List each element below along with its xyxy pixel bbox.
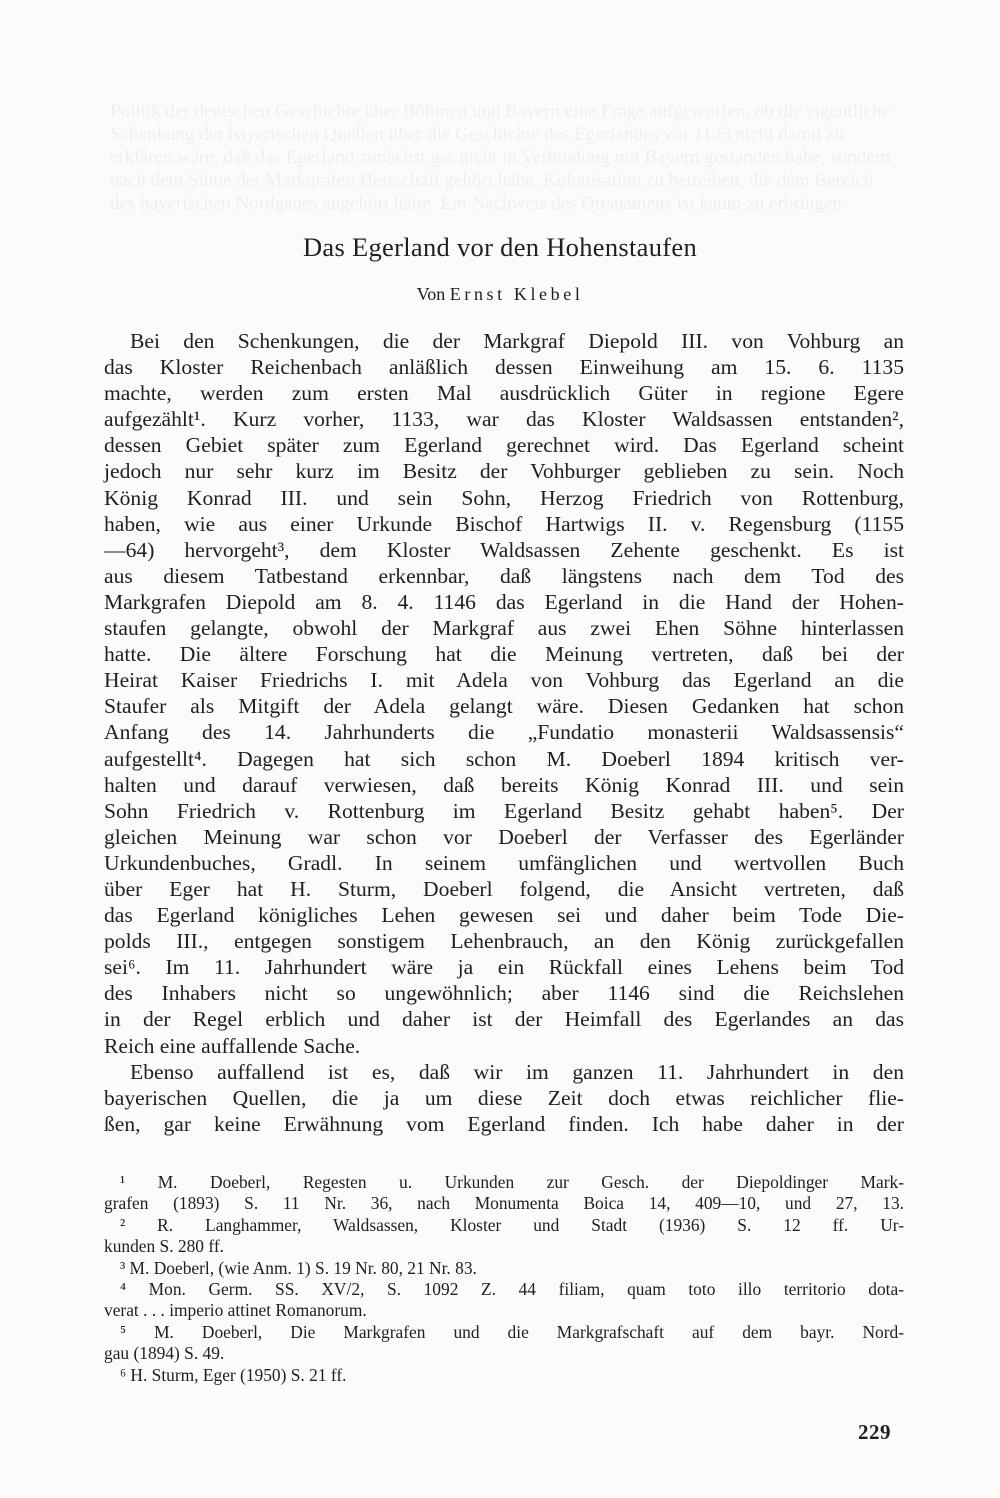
article-body xyxy=(104,328,904,1137)
body-line: Anfang des 14. Jahrhunderts die „Fundatio monasterii Waldsassensis“ xyxy=(104,720,904,745)
author-prefix: Von xyxy=(416,284,446,304)
footnote-line: ⁵ M. Doeberl, Die Markgrafen und die Markgrafschaft auf dem bayr. Nord- xyxy=(120,1321,904,1342)
body-line: Sohn Friedrich v. Rottenburg im Egerland Besitz gehabt haben⁵. Der xyxy=(104,798,904,823)
footnote-line: ² R. Langhammer, Waldsassen, Kloster und Stadt (1936) S. 12 ff. Ur- xyxy=(120,1214,904,1235)
body-line: Markgrafen Diepold am 8. 4. 1146 das Egerland in die Hand der Hohen- xyxy=(104,589,904,614)
body-line: König Konrad III. und sein Sohn, Herzog Friedrich von Rottenburg, xyxy=(104,485,904,510)
footnote-line: kunden S. 280 ff. xyxy=(104,1236,224,1257)
body-line: machte, werden zum ersten Mal ausdrücklich Güter in regione Egere xyxy=(104,381,904,406)
page-title: Das Egerland vor den Hohenstaufen xyxy=(302,232,698,262)
body-line: sei⁶. Im 11. Jahrhundert wäre ja ein Rückfall eines Lehens beim Tod xyxy=(104,955,904,980)
body-line: staufen gelangte, obwohl der Markgraf aus zwei Ehen Söhne hinterlassen xyxy=(104,616,904,641)
body-line: über Eger hat H. Sturm, Doeberl folgend, die Ansicht vertreten, daß xyxy=(104,876,904,901)
body-line: Urkundenbuches, Gradl. In seinem umfänglichen und wertvollen Buch xyxy=(104,850,904,875)
body-line: —64) hervorgeht³, dem Kloster Waldsassen Zehente geschenkt. Es ist xyxy=(104,537,904,562)
body-line: haben, wie aus einer Urkunde Bischof Hartwigs II. v. Regensburg (1155 xyxy=(104,511,904,536)
footnote-line: gau (1894) S. 49. xyxy=(104,1343,225,1364)
bleed-through-text: Politik der deutschen Geschichte über Böhmen und Bayern eine Frage aufgeworfen, ob die eigentliche Schenkung der bayerischen Quellen über die Geschichte des Egerlandes vor 1135 nicht damit zu erklären wäre, daß das Egerland zunächst gar nicht in Verbindung mit Bayern gestanden habe, sondern nach dem Sinne der Markgrafen Herrschaft gehört habe, Kolonisation zu betreiben, die dem Bereich des bayerischen Nordgaues angehört hätte. Ein Nachweis des Ortsnamens ist kaum zu erbringen. xyxy=(110,101,891,214)
body-line: Heirat Kaiser Friedrichs I. mit Adela von Vohburg das Egerland an die xyxy=(104,668,904,693)
body-line: bayerischen Quellen, die ja um diese Zeit doch etwas reichlicher flie- xyxy=(104,1085,904,1110)
footnotes xyxy=(104,1172,904,1386)
body-line: Bei den Schenkungen, die der Markgraf Diepold III. von Vohburg an xyxy=(130,329,904,353)
footnote-line: ⁶ H. Sturm, Eger (1950) S. 21 ff. xyxy=(120,1364,347,1385)
body-line: ßen, gar keine Erwähnung vom Egerland finden. Ich habe daher in der xyxy=(104,1111,904,1136)
author-line xyxy=(0,284,1000,305)
body-line: Reich eine auffallende Sache. xyxy=(104,1033,361,1058)
body-line: aufgezählt¹. Kurz vorher, 1133, war das Kloster Waldsassen entstanden², xyxy=(104,407,904,432)
body-line: des Inhabers nicht so ungewöhnlich; aber 1146 sind die Reichslehen xyxy=(104,981,904,1006)
body-line: halten und darauf verwiesen, daß bereits König Konrad III. und sein xyxy=(104,772,904,797)
body-line: Ebenso auffallend ist es, daß wir im ganzen 11. Jahrhundert in den xyxy=(130,1059,904,1084)
footnote-line: grafen (1893) S. 11 Nr. 36, nach Monumenta Boica 14, 409—10, und 27, 13. xyxy=(104,1193,904,1214)
footnote-line: ⁴ Mon. Germ. SS. XV/2, S. 1092 Z. 44 filiam, quam toto illo territorio dota- xyxy=(120,1278,904,1299)
footnote-line: ¹ M. Doeberl, Regesten u. Urkunden zur Gesch. der Diepoldinger Mark- xyxy=(120,1172,904,1192)
body-line: das Kloster Reichenbach anläßlich dessen Einweihung am 15. 6. 1135 xyxy=(104,355,904,380)
footnote-line: verat . . . imperio attinet Romanorum. xyxy=(104,1300,367,1321)
footnote-line: ³ M. Doeberl, (wie Anm. 1) S. 19 Nr. 80, 21 Nr. 83. xyxy=(120,1257,477,1278)
body-line: gleichen Meinung war schon vor Doeberl der Verfasser des Egerländer xyxy=(104,824,904,849)
body-line: das Egerland königliches Lehen gewesen sei und daher beim Tode Die- xyxy=(104,903,904,928)
body-line: aufgestellt⁴. Dagegen hat sich schon M. Doeberl 1894 kritisch ver- xyxy=(104,746,904,771)
body-line: aus diesem Tatbestand erkennbar, daß längstens nach dem Tod des xyxy=(104,563,904,588)
author-name: Ernst Klebel xyxy=(449,284,584,304)
body-line: in der Regel erblich und daher ist der Heimfall des Egerlandes an das xyxy=(104,1007,904,1032)
body-line: polds III., entgegen sonstigem Lehenbrauch, an den König zurückgefallen xyxy=(104,929,904,954)
body-line: jedoch nur sehr kurz im Besitz der Vohburger geblieben zu sein. Noch xyxy=(104,459,904,484)
body-line: hatte. Die ältere Forschung hat die Meinung vertreten, daß bei der xyxy=(104,642,904,667)
page-number: 229 xyxy=(858,1420,891,1444)
body-line: Staufer als Mitgift der Adela gelangt wäre. Diesen Gedanken hat schon xyxy=(104,694,904,719)
body-line: dessen Gebiet später zum Egerland gerechnet wird. Das Egerland scheint xyxy=(104,433,904,458)
